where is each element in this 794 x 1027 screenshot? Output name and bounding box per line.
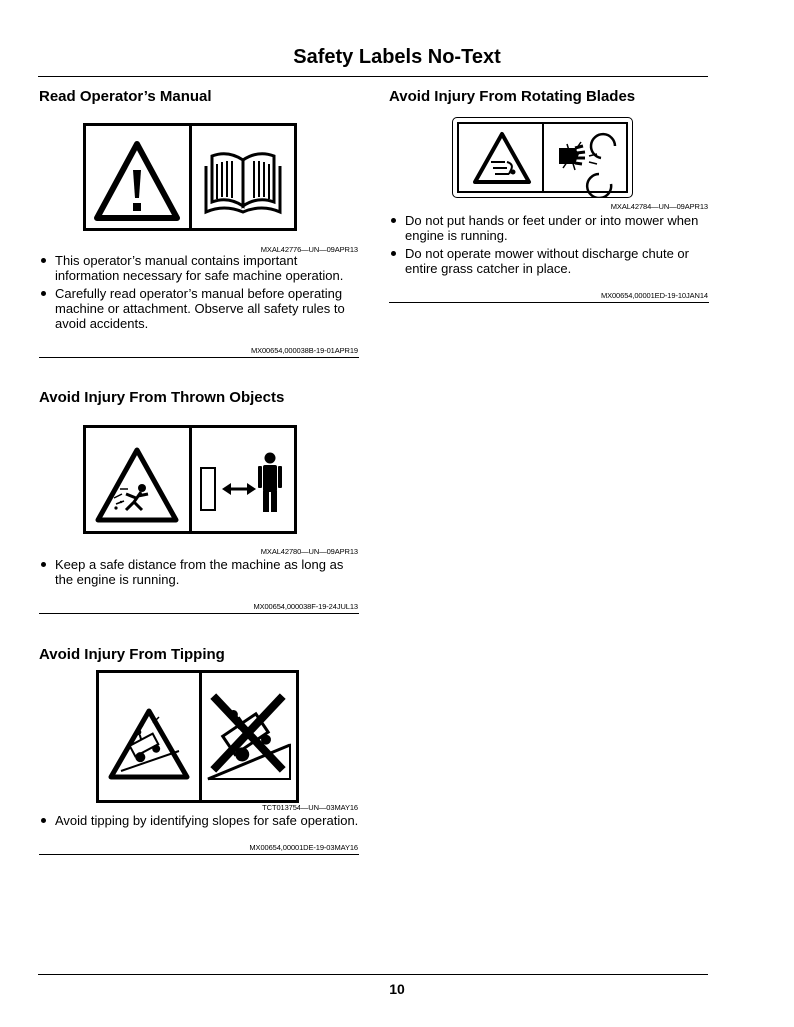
list-item: Keep a safe distance from the machine as long as the engine is running. <box>39 557 361 587</box>
figure-code: MXAL42780—UN—09APR13 <box>260 547 358 556</box>
figure-code: MXAL42784—UN—09APR13 <box>610 202 708 211</box>
page-title: Safety Labels No-Text <box>293 46 501 68</box>
list-item: This operator’s manual contains important information necessary for safe machine operation. <box>39 253 361 283</box>
safety-label-read-manual <box>83 123 297 231</box>
section-rule <box>39 357 359 358</box>
safety-label-tipping <box>96 670 299 803</box>
list-item: Do not operate mower without discharge chute or entire grass catcher in place. <box>389 246 711 276</box>
list-item: Avoid tipping by identifying slopes for safe operation. <box>39 813 361 828</box>
document-code: MX00654,00001ED-19-10JAN14 <box>600 291 708 300</box>
title-rule <box>38 76 708 77</box>
section-rule <box>39 854 359 855</box>
footer-rule <box>38 974 708 975</box>
warning-triangle-exclamation-icon <box>86 126 189 228</box>
document-code: MX00654,00001DE-19-03MAY16 <box>249 843 358 852</box>
hand-and-blades-icon <box>545 118 628 197</box>
document-code: MX00654,000038B-19-01APR19 <box>250 346 358 355</box>
figure-code: TCT013754—UN—03MAY16 <box>262 803 358 812</box>
bullet-list <box>39 253 361 334</box>
page-number: 10 <box>389 981 405 997</box>
document-code: MX00654,000038F-19-24JUL13 <box>253 602 358 611</box>
open-book-icon <box>192 126 294 228</box>
section-rule <box>39 613 359 614</box>
blade-warning-icon <box>459 118 543 197</box>
section-heading-rotating-blades: Avoid Injury From Rotating Blades <box>389 88 636 105</box>
tipping-warning-icon <box>99 673 199 800</box>
label-divider <box>542 122 544 193</box>
no-tipping-on-slope-icon <box>202 673 296 800</box>
bullet-list <box>389 213 711 279</box>
figure-code: MXAL42776—UN—09APR13 <box>260 245 358 254</box>
section-heading-read-manual: Read Operator’s Manual <box>39 88 212 105</box>
section-heading-tipping: Avoid Injury From Tipping <box>39 646 225 663</box>
safe-distance-icon <box>192 428 294 531</box>
list-item: Carefully read operator’s manual before operating machine or attachment. Observe all safety rules to avoid accidents. <box>39 286 361 331</box>
bullet-list <box>39 813 361 831</box>
safety-label-rotating-blades <box>452 117 633 198</box>
list-item: Do not put hands or feet under or into mower when engine is running. <box>389 213 711 243</box>
thrown-object-warning-icon <box>86 428 189 531</box>
section-rule <box>389 302 709 303</box>
bullet-list <box>39 557 361 590</box>
safety-label-thrown-objects <box>83 425 297 534</box>
section-heading-thrown-objects: Avoid Injury From Thrown Objects <box>39 389 285 406</box>
